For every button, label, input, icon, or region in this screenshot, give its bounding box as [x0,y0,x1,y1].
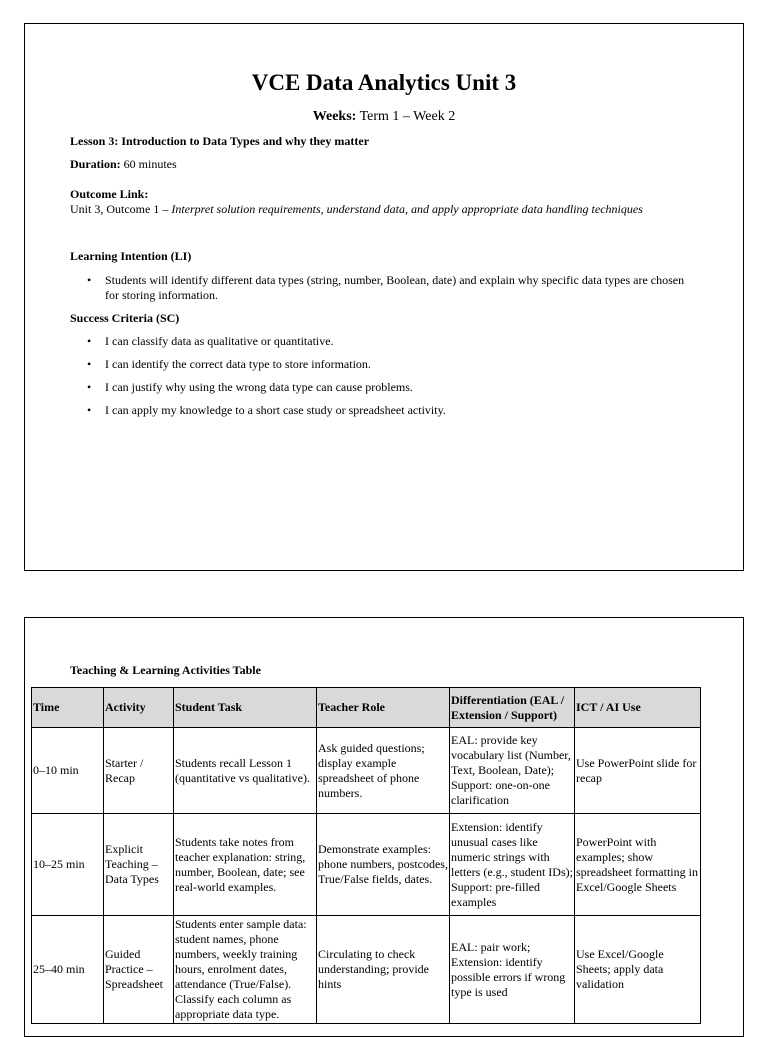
list-item: • I can identify the correct data type to store information. [70,357,698,372]
outcome-text [70,202,698,217]
table-header-row [32,688,701,728]
cell-ict-ai-use: PowerPoint with examples; show spreadsheet formatting in Excel/Google Sheets [575,814,701,916]
table-title: Teaching & Learning Activities Table [70,663,261,677]
cell-teacher-role: Ask guided questions; display example spreadsheet of phone numbers. [317,728,450,814]
lesson-title: Lesson 3: Introduction to Data Types and why they matter [70,134,370,148]
cell-student-task: Students recall Lesson 1 (quantitative vs qualitative). [174,728,317,814]
header-student-task: Student Task [174,688,317,728]
header-teacher-role: Teacher Role [317,688,450,728]
duration-line [70,157,698,172]
cell-time: 25–40 min [32,916,104,1024]
cell-teacher-role: Circulating to check understanding; provide hints [317,916,450,1024]
activities-table [31,687,701,1024]
table-row [32,814,701,916]
weeks-value: Term 1 – Week 2 [356,109,456,124]
weeks-line [25,109,743,125]
outcome-label: Outcome Link: [70,187,149,201]
cell-differentiation: EAL: provide key vocabulary list (Number, Text, Boolean, Date); Support: one-on-one clarification [450,728,575,814]
table-row [32,728,701,814]
learning-intention-list [70,273,698,311]
cell-activity: Guided Practice – Spreadsheet [104,916,174,1024]
page-title: VCE Data Analytics Unit 3 [251,70,517,95]
cell-differentiation: EAL: pair work; Extension: identify possible errors if wrong type is used [450,916,575,1024]
duration-label: Duration: [70,157,121,171]
success-criteria-list [70,334,698,426]
duration-value: 60 minutes [120,157,177,171]
header-ict-ai-use: ICT / AI Use [575,688,701,728]
cell-teacher-role: Demonstrate examples: phone numbers, postcodes, True/False fields, dates. [317,814,450,916]
cell-time: 10–25 min [32,814,104,916]
learning-intention-heading: Learning Intention (LI) [70,249,192,263]
cell-activity: Starter / Recap [104,728,174,814]
outcome-description: Interpret solution requirements, understand data, and apply appropriate data handling techniques [171,202,643,216]
header-activity: Activity [104,688,174,728]
table-row [32,916,701,1024]
header-differentiation: Differentiation (EAL / Extension / Support) [450,688,575,728]
list-item: • Students will identify different data types (string, number, Boolean, date) and explain why specific data types are chosen for storing information. [70,273,698,303]
list-item: • I can apply my knowledge to a short case study or spreadsheet activity. [70,403,698,418]
outcome-prefix: Unit 3, Outcome 1 – [70,202,172,216]
list-item: • I can classify data as qualitative or quantitative. [70,334,698,349]
cell-ict-ai-use: Use PowerPoint slide for recap [575,728,701,814]
header-time: Time [32,688,104,728]
lesson-plan-page-1 [24,23,744,571]
cell-time: 0–10 min [32,728,104,814]
cell-differentiation: Extension: identify unusual cases like numeric strings with letters (e.g., student IDs); Support: pre-filled examples [450,814,575,916]
weeks-label: Weeks: [312,109,357,124]
cell-student-task: Students take notes from teacher explanation: string, number, Boolean, date; see real-world examples. [174,814,317,916]
cell-ict-ai-use: Use Excel/Google Sheets; apply data validation [575,916,701,1024]
outcome-block [70,187,698,217]
lesson-plan-page-2 [24,617,744,1037]
list-item: • I can justify why using the wrong data type can cause problems. [70,380,698,395]
success-criteria-heading: Success Criteria (SC) [70,311,180,325]
cell-activity: Explicit Teaching – Data Types [104,814,174,916]
cell-student-task: Students enter sample data: student names, phone numbers, weekly training hours, enrolment dates, attendance (True/False). Classify each column as appropriate data type. [174,916,317,1024]
